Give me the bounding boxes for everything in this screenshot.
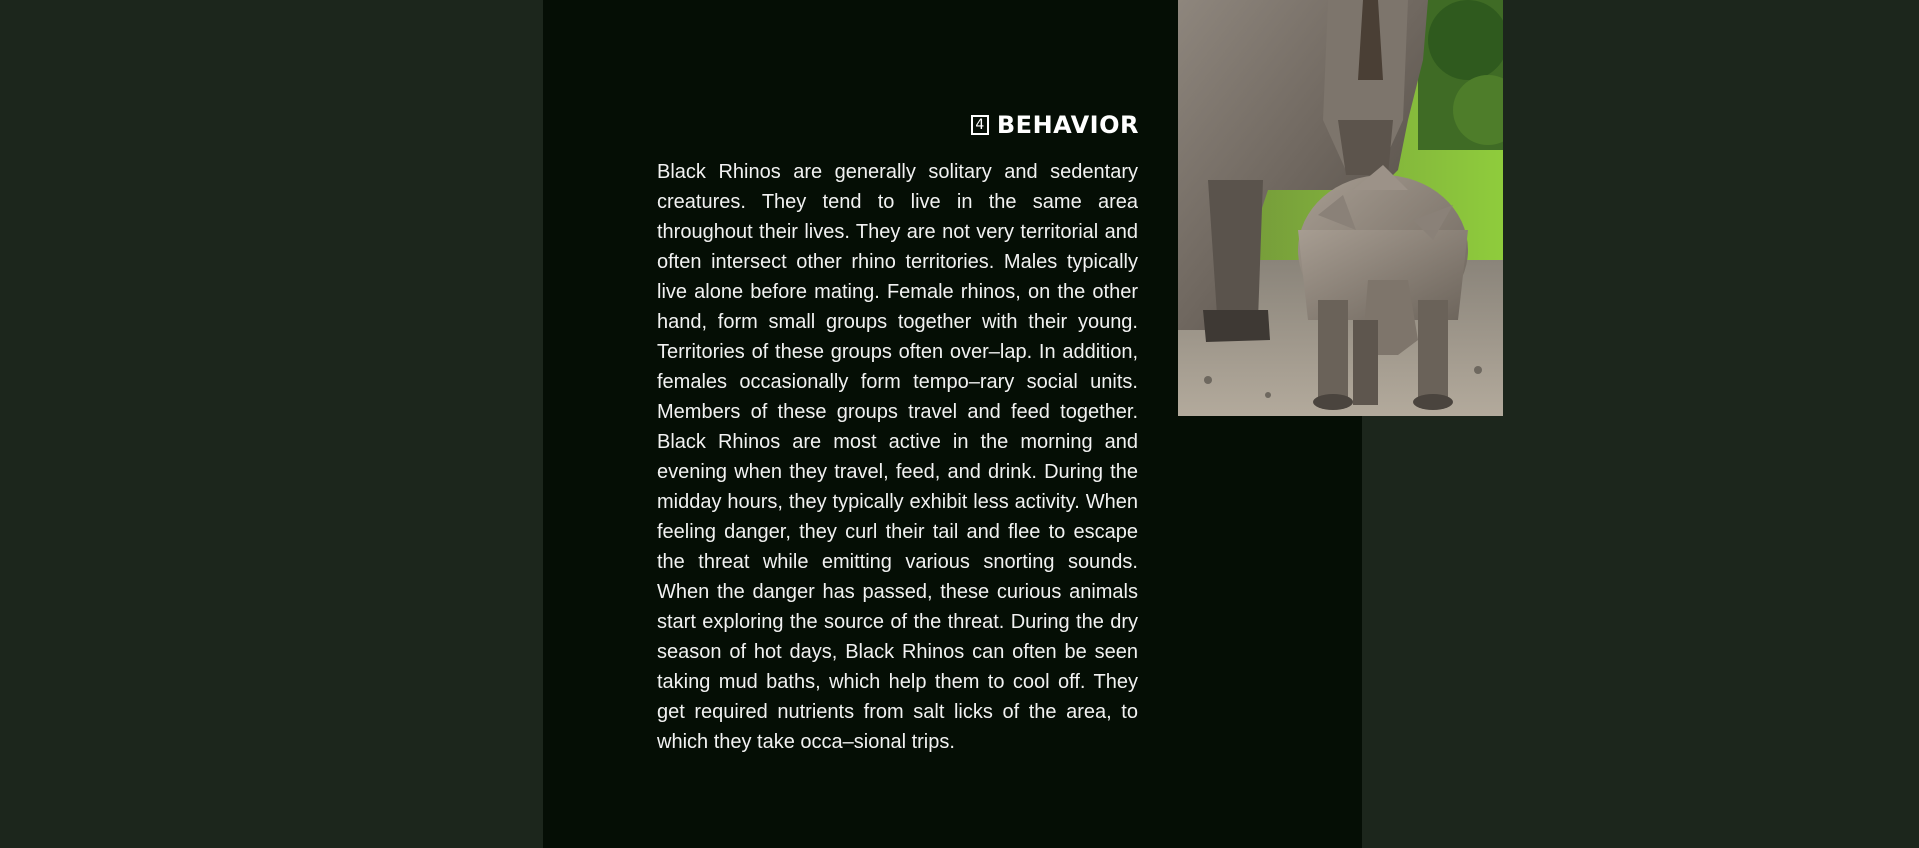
section-title: BEHAVIOR bbox=[996, 111, 1139, 139]
rhino-photo bbox=[1178, 0, 1503, 416]
section-heading bbox=[657, 108, 1139, 142]
section-body-text: Black Rhinos are generally solitary and sedentary creatures. They tend to live in the same area throughout their lives. They are not very territorial and often intersect other rhino territories. Males typically live alone before mating. Female rhinos, on the other hand, form small groups together with their young. Territories of these groups often over–lap. In addition, females occasionally form tempo–rary social units. Members of these groups travel and feed together. Black Rhinos are most active in the morning and evening when they travel, feed, and drink. During the midday hours, they typically exhibit less activity. When feeling danger, they curl their tail and flee to escape the threat while emitting various snorting sounds. When the danger has passed, these curious animals start exploring the source of the threat. During the dry season of hot days, Black Rhinos can often be seen taking mud baths, which help them to cool off. They get required nutrients from salt licks of the area, to which they take occa–sional trips. bbox=[657, 161, 1138, 753]
rhino-photo-illustration bbox=[1178, 0, 1503, 416]
section-number-badge: 4 bbox=[971, 115, 989, 135]
